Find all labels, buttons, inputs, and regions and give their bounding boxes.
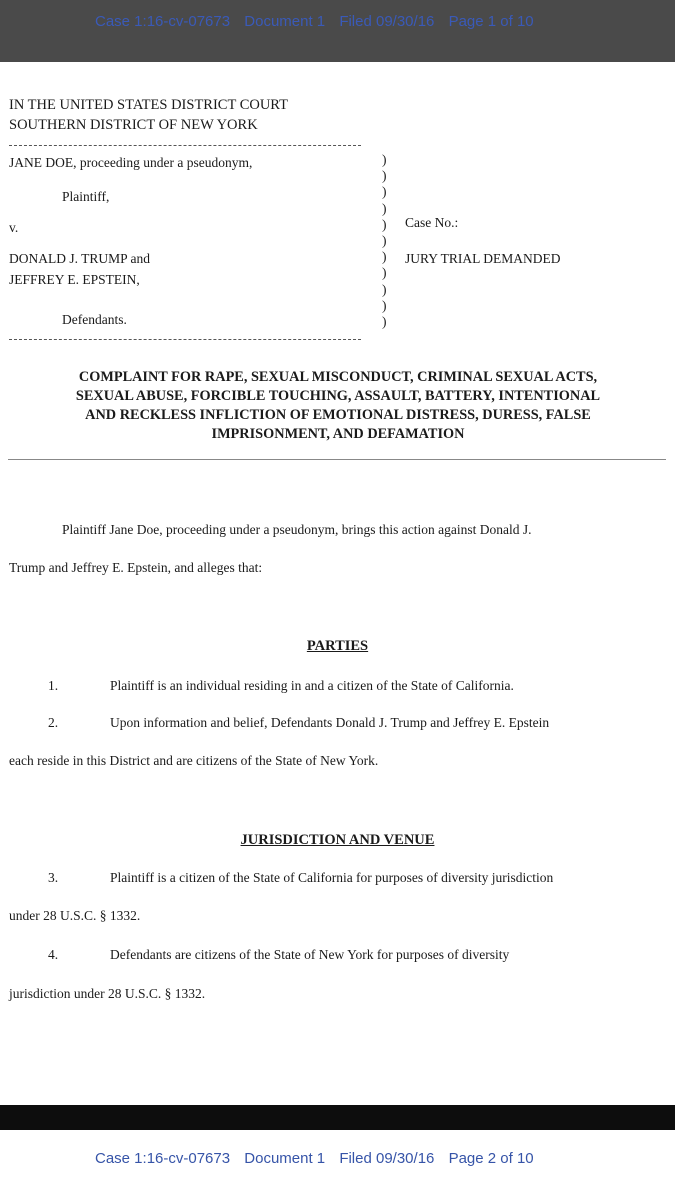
jury-trial-demanded: JURY TRIAL DEMANDED <box>405 251 561 266</box>
paragraph-1-number: 1. <box>48 678 59 693</box>
intro-line-1: Plaintiff Jane Doe, proceeding under a pseudonym, brings this action against Donald J. <box>62 522 532 537</box>
jurisdiction-heading: JURISDICTION AND VENUE <box>240 832 435 848</box>
court-line-2: SOUTHERN DISTRICT OF NEW YORK <box>9 117 258 133</box>
stamp-page: Page 2 of 10 <box>448 1150 534 1167</box>
versus: v. <box>9 220 19 235</box>
title-line-1: COMPLAINT FOR RAPE, SEXUAL MISCONDUCT, CRIMINAL SEXUAL ACTS, <box>78 369 598 385</box>
title-line-2: SEXUAL ABUSE, FORCIBLE TOUCHING, ASSAULT, BATTERY, INTENTIONAL <box>75 388 601 404</box>
defendant-line-2: JEFFREY E. EPSTEIN, <box>9 272 140 287</box>
caption-paren: ) <box>382 184 387 200</box>
case-number-label: Case No.: <box>405 215 459 230</box>
header-filing-stamp <box>95 13 544 30</box>
stamp-case-number: Case 1:16-cv-07673 <box>95 1150 231 1167</box>
paragraph-3-number: 3. <box>48 870 59 885</box>
intro-line-2: Trump and Jeffrey E. Epstein, and alleges that: <box>9 560 263 575</box>
caption-paren: ) <box>382 216 387 232</box>
paragraph-3-line-1: Plaintiff is a citizen of the State of California for purposes of diversity jurisdiction <box>110 870 554 885</box>
caption-paren: ) <box>382 232 387 248</box>
paragraph-2-line-2: each reside in this District and are citizens of the State of New York. <box>9 753 379 768</box>
title-line-4: IMPRISONMENT, AND DEFAMATION <box>211 426 465 442</box>
caption-paren-column <box>382 152 392 330</box>
paragraph-1-text: Plaintiff is an individual residing in and a citizen of the State of California. <box>110 678 514 693</box>
caption-paren: ) <box>382 249 387 265</box>
paragraph-4-line-1: Defendants are citizens of the State of New York for purposes of diversity <box>110 947 510 962</box>
defendant-line-1: DONALD J. TRUMP and <box>9 251 151 266</box>
stamp-document: Document 1 <box>244 13 326 30</box>
footer-filing-stamp <box>95 1150 544 1167</box>
defendant-role: Defendants. <box>62 312 127 327</box>
paragraph-2-line-1: Upon information and belief, Defendants Donald J. Trump and Jeffrey E. Epstein <box>110 715 550 730</box>
paragraph-4-line-2: jurisdiction under 28 U.S.C. § 1332. <box>9 986 206 1001</box>
parties-heading: PARTIES <box>306 638 369 654</box>
paragraph-4-number: 4. <box>48 947 59 962</box>
court-heading <box>9 95 288 135</box>
caption-paren: ) <box>382 152 387 167</box>
caption-paren: ) <box>382 200 387 216</box>
caption-paren: ) <box>382 297 387 313</box>
caption-paren: ) <box>382 313 387 329</box>
stamp-filed-date: Filed 09/30/16 <box>339 1150 435 1167</box>
complaint-title <box>10 368 666 444</box>
title-rule <box>8 459 666 460</box>
caption-paren: ) <box>382 265 387 281</box>
stamp-case-number: Case 1:16-cv-07673 <box>95 13 231 30</box>
page-break-band <box>0 1105 675 1130</box>
plaintiff-role: Plaintiff, <box>62 189 110 204</box>
top-scan-band <box>0 0 675 62</box>
caption-paren: ) <box>382 281 387 297</box>
caption-top-rule <box>9 145 361 146</box>
stamp-filed-date: Filed 09/30/16 <box>339 13 435 30</box>
paragraph-2-number: 2. <box>48 715 59 730</box>
stamp-page: Page 1 of 10 <box>448 13 534 30</box>
caption-paren: ) <box>382 168 387 184</box>
caption-bottom-rule <box>9 339 361 340</box>
title-line-3: AND RECKLESS INFLICTION OF EMOTIONAL DISTRESS, DURESS, FALSE <box>85 407 591 423</box>
paragraph-3-line-2: under 28 U.S.C. § 1332. <box>9 908 141 923</box>
court-line-1: IN THE UNITED STATES DISTRICT COURT <box>9 97 288 113</box>
stamp-document: Document 1 <box>244 1150 326 1167</box>
plaintiff-name: JANE DOE, proceeding under a pseudonym, <box>9 155 253 170</box>
